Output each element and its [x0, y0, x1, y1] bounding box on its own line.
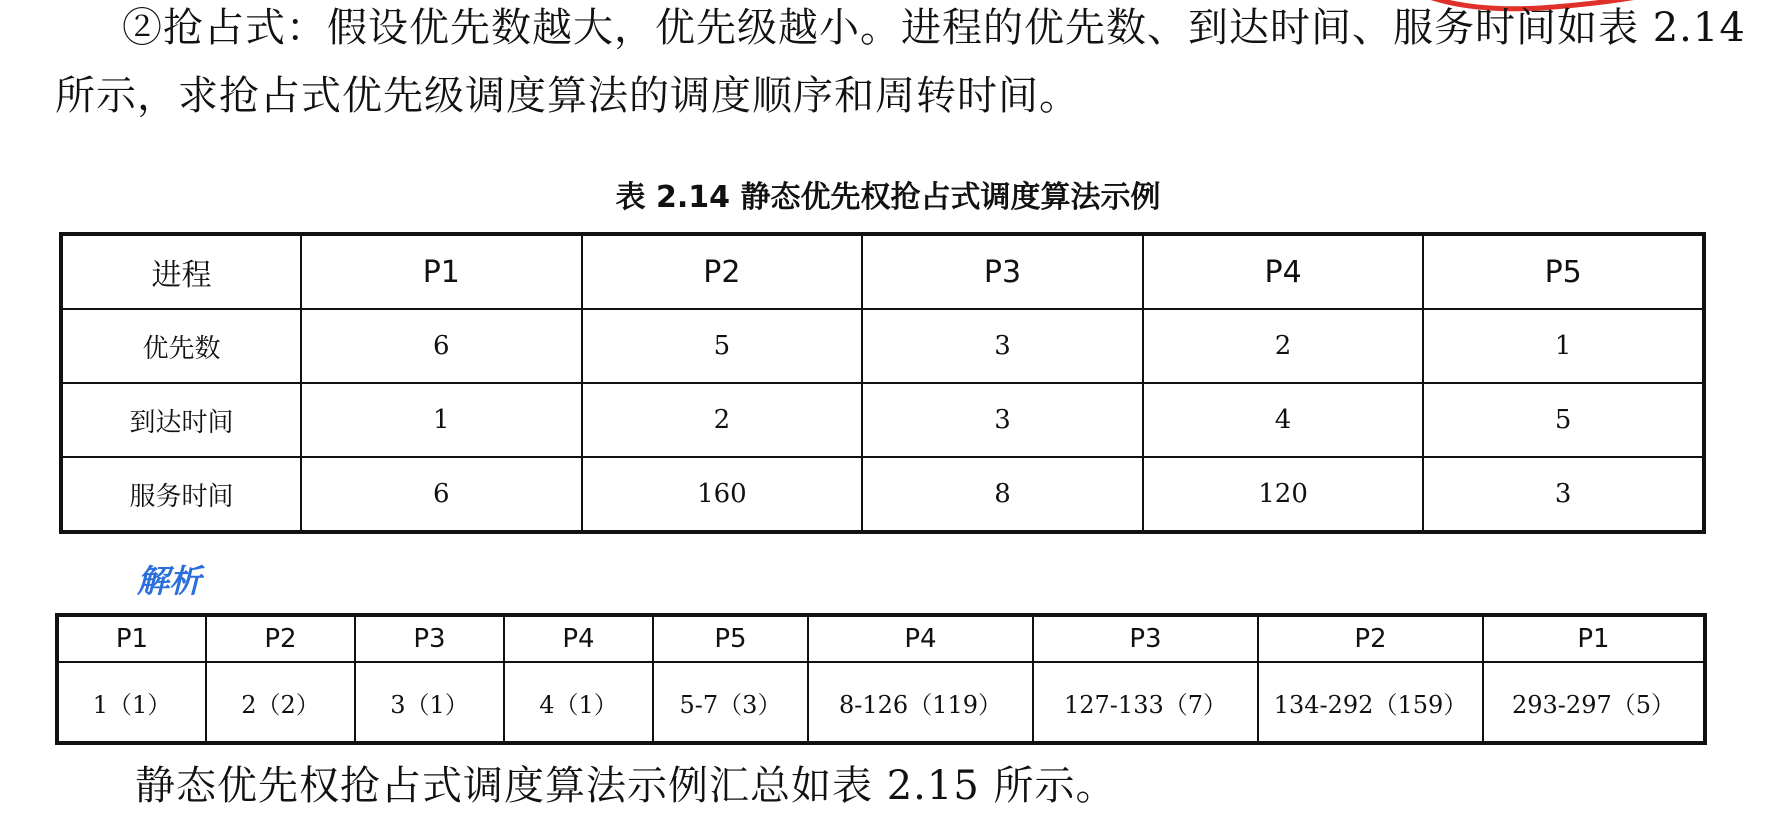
header-cell: P1 [1483, 615, 1705, 662]
table-cell: 1 [301, 383, 582, 457]
header-cell: P4 [504, 615, 653, 662]
analysis-label: 解析 [137, 562, 202, 600]
table-cell: 5 [582, 309, 863, 383]
intro-line-1: ②抢占式：假设优先数越大，优先级越小。进程的优先数、到达时间、服务时间如表 2.14 [122, 5, 1746, 51]
table-cell: 8 [862, 457, 1143, 532]
table-cell: 1 [1423, 309, 1704, 383]
header-cell: P3 [862, 234, 1143, 309]
table-row [61, 309, 1704, 383]
table-cell: 2 [1143, 309, 1424, 383]
table-caption: 表 2.14 静态优先权抢占式调度算法示例 [615, 180, 1161, 215]
header-cell: P3 [1033, 615, 1258, 662]
header-cell: P4 [808, 615, 1033, 662]
table-cell: 5 [1423, 383, 1704, 457]
row-label: 优先数 [61, 309, 301, 383]
process-table [59, 232, 1706, 534]
table-cell: 127-133（7） [1033, 662, 1258, 743]
table-cell: 1（1） [57, 662, 206, 743]
table-cell: 134-292（159） [1258, 662, 1483, 743]
header-cell: 进程 [61, 234, 301, 309]
table-cell: 293-297（5） [1483, 662, 1705, 743]
table-cell: 2 [582, 383, 863, 457]
header-cell: P2 [1258, 615, 1483, 662]
table-cell: 3 [862, 383, 1143, 457]
table-cell: 6 [301, 309, 582, 383]
header-cell: P1 [301, 234, 582, 309]
schedule-table [55, 613, 1707, 745]
header-cell: P4 [1143, 234, 1424, 309]
table-header-row [61, 234, 1704, 309]
summary-text: 静态优先权抢占式调度算法示例汇总如表 2.15 所示。 [135, 763, 1117, 809]
table-cell: 8-126（119） [808, 662, 1033, 743]
schedule-value-row [57, 662, 1705, 743]
table-cell: 4 [1143, 383, 1424, 457]
header-cell: P2 [582, 234, 863, 309]
table-cell: 3（1） [355, 662, 504, 743]
table-row [61, 457, 1704, 532]
table-cell: 3 [862, 309, 1143, 383]
table-cell: 3 [1423, 457, 1704, 532]
header-cell: P2 [206, 615, 355, 662]
row-label: 服务时间 [61, 457, 301, 532]
table-cell: 120 [1143, 457, 1424, 532]
header-cell: P5 [653, 615, 808, 662]
schedule-header-row [57, 615, 1705, 662]
table-cell: 6 [301, 457, 582, 532]
table-cell: 160 [582, 457, 863, 532]
table-cell: 5-7（3） [653, 662, 808, 743]
intro-line-2: 所示，求抢占式优先级调度算法的调度顺序和周转时间。 [55, 73, 1080, 119]
header-cell: P1 [57, 615, 206, 662]
table-cell: 2（2） [206, 662, 355, 743]
header-cell: P5 [1423, 234, 1704, 309]
table-cell: 4（1） [504, 662, 653, 743]
row-label: 到达时间 [61, 383, 301, 457]
table-row [61, 383, 1704, 457]
header-cell: P3 [355, 615, 504, 662]
